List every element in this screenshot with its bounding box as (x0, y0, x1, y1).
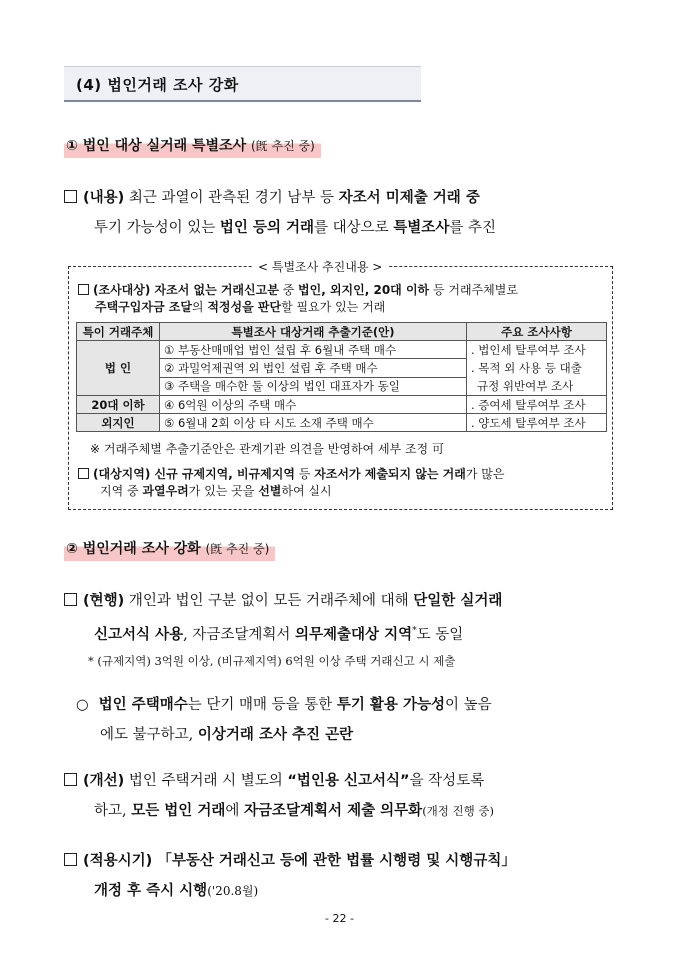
subheading-2 (64, 537, 275, 561)
section-header (64, 66, 421, 102)
investigation-target (78, 282, 608, 316)
text: 가 있는 곳을 (188, 484, 259, 498)
bold-text: 선별 (258, 484, 282, 498)
bold-text: 적정성을 판단 (207, 300, 282, 314)
category-cell: 법 인 (77, 341, 160, 396)
subheading-2-title: ② 법인거래 조사 강화 (66, 541, 201, 557)
header-cell: 특별조사 대상거래 추출기준(안) (160, 323, 467, 341)
text: 투기 가능성이 있는 (94, 220, 220, 236)
item-text: . 목적 외 사용 등 대출 (471, 361, 582, 375)
label-current: (현행) (83, 593, 125, 609)
category-cell: 외지인 (77, 414, 160, 432)
criteria-cell: ① 부동산매매업 법인 설립 후 6월내 주택 매수 (160, 341, 467, 359)
bold-text: 법인 등의 거래 (219, 220, 315, 236)
text: 하고, (94, 803, 132, 819)
bold-text: 주택구입자금 조달 (95, 300, 192, 314)
text: 가 많은 (465, 467, 505, 481)
item-text: 규정 위반여부 조사 (477, 379, 574, 393)
items-cell: . 증여세 탈루여부 조사 (467, 396, 607, 414)
bold-text: 개정 후 즉시 시행 (94, 883, 208, 899)
paragraph-content (64, 183, 624, 243)
table-remark: ※ 거래주체별 추출기준안은 관계기관 의견을 반영하여 세부 조정 可 (90, 442, 444, 456)
section-title: (4) 법인거래 조사 강화 (76, 76, 239, 94)
label-region: (대상지역) (93, 467, 151, 481)
bold-text: 투기 활용 가능성 (336, 697, 446, 713)
paragraph-problem (76, 690, 636, 750)
label-target: (조사대상) (93, 283, 151, 297)
criteria-cell: ② 과밀억제권역 외 법인 설립 후 주택 매수 (160, 359, 467, 377)
paragraph-current (64, 586, 624, 650)
text: 하여 실시 (281, 484, 332, 498)
items-cell: . 양도세 탈루여부 조사 (467, 414, 607, 432)
checkbox-square-icon (64, 593, 77, 606)
text: 등 거래주체별로 (429, 283, 518, 297)
text: 에도 불구하고, (100, 727, 198, 743)
bullet-circle-icon: ○ (76, 697, 89, 713)
text: 를 추진 (449, 220, 496, 236)
text: 할 필요가 있는 거래 (281, 300, 386, 314)
bold-text: 법인 주택매수 (98, 697, 188, 713)
bold-text: 자금조달계획서 제출 의무화 (244, 803, 423, 819)
paragraph-improvement (64, 766, 624, 826)
table-row (77, 396, 607, 414)
text: 법인 주택거래 시 별도의 (124, 773, 288, 789)
text: 에 (225, 803, 244, 819)
bold-text: 자조서가 제출되지 않는 거래 (314, 467, 466, 481)
table-row (77, 341, 607, 359)
bold-text: 단일한 실거래 (413, 593, 503, 609)
text: 을 작성토록 (409, 773, 485, 789)
bold-text: 신고서식 사용 (94, 626, 184, 643)
box-title: < 특별조사 추진내용 > (252, 258, 388, 275)
checkbox-square-icon (78, 284, 89, 295)
checkbox-square-icon (64, 190, 77, 203)
label-timing: (적용시기) (83, 853, 153, 869)
header-cell: 특이 거래주체 (77, 323, 160, 341)
bold-text: 신규 규제지역, 비규제지역 (150, 467, 295, 481)
bold-text: 이상거래 조사 추진 곤란 (197, 727, 354, 743)
item-text: . 법인세 탈루여부 조사 (471, 343, 586, 357)
bold-text: 「부동산 거래신고 등에 관한 법률 시행령 및 시행규칙」 (152, 853, 516, 869)
bold-text: 자조서 미제출 거래 중 (338, 190, 480, 206)
footnote-mark: * (412, 626, 417, 636)
checkbox-square-icon (64, 773, 77, 786)
criteria-cell: ⑤ 6월내 2회 이상 타 시도 소재 주택 매수 (160, 414, 467, 432)
bold-text: 모든 법인 거래 (131, 803, 226, 819)
label-content: (내용) (83, 190, 125, 206)
text: 는 단기 매매 등을 통한 (187, 697, 337, 713)
criteria-cell: ③ 주택을 매수한 둘 이상의 법인 대표자가 동일 (160, 377, 467, 395)
table-header-row (77, 323, 607, 341)
text: 중 (278, 283, 299, 297)
text: 최근 과열이 관측된 경기 남부 등 (128, 190, 339, 206)
subheading-1-note: (旣 추진 중) (251, 139, 315, 153)
text: 지역 중 (100, 484, 143, 498)
footnote: * (규제지역) 3억원 이상, (비규제지역) 6억원 이상 주택 거래신고 시 제출 (88, 654, 456, 668)
bold-text: 자조서 없는 거래신고분 (150, 283, 279, 297)
subheading-1-title: ① 법인 대상 실거래 특별조사 (66, 138, 247, 154)
investigation-table (76, 322, 607, 432)
bold-text: “법인용 신고서식” (287, 773, 410, 789)
label-improvement: (개선) (83, 773, 125, 789)
bold-text: 과열우려 (142, 484, 189, 498)
page-number: - 22 - (325, 912, 354, 925)
header-cell: 주요 조사사항 (467, 323, 607, 341)
text: 의 (191, 300, 208, 314)
text: 이 높음 (445, 697, 492, 713)
subheading-1 (64, 134, 321, 158)
category-cell: 20대 이하 (77, 396, 160, 414)
bold-text: 법인, 외지인, 20대 이하 (298, 283, 430, 297)
text: (개정 진행 중) (422, 804, 495, 818)
text: 개인과 법인 구분 없이 모든 거래주체에 대해 (124, 593, 414, 609)
text: ('20.8월) (207, 884, 259, 898)
table-row (77, 414, 607, 432)
checkbox-square-icon (64, 853, 77, 866)
text: 를 대상으로 (314, 220, 394, 236)
bold-text: 의무제출대상 지역 (294, 626, 413, 643)
text: 등 (294, 467, 315, 481)
text: 도 동일 (416, 626, 464, 643)
paragraph-timing (64, 846, 624, 906)
bold-text: 특별조사 (393, 220, 450, 236)
subheading-2-note: (旣 추진 중) (205, 542, 270, 556)
checkbox-square-icon (78, 468, 89, 479)
items-cell (467, 341, 607, 396)
text: , 자금조달계획서 (183, 626, 295, 643)
investigation-region (78, 466, 608, 500)
criteria-cell: ④ 6억원 이상의 주택 매수 (160, 396, 467, 414)
